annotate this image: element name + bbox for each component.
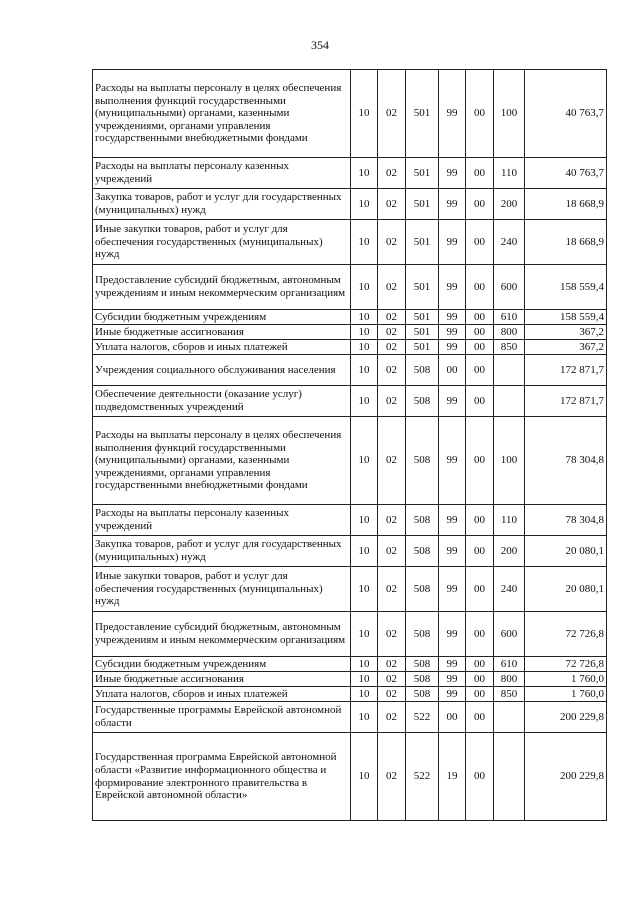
- target-article-code-2: 99: [439, 265, 466, 310]
- target-article-code-3: 00: [466, 536, 494, 567]
- page-number: 354: [311, 38, 329, 52]
- target-article-code-2: 99: [439, 70, 466, 158]
- target-article-code-1: 508: [406, 672, 439, 687]
- target-article-code-3: 00: [466, 158, 494, 189]
- section-code: 10: [351, 657, 378, 672]
- table-row: [93, 158, 607, 189]
- target-article-code-1: 522: [406, 702, 439, 733]
- subsection-code: 02: [378, 340, 406, 355]
- expense-type-code: 800: [494, 672, 525, 687]
- budget-item-name: Субсидии бюджетным учреждениям: [93, 657, 351, 672]
- subsection-code: 02: [378, 220, 406, 265]
- target-article-code-2: 99: [439, 687, 466, 702]
- target-article-code-2: 99: [439, 340, 466, 355]
- subsection-code: 02: [378, 672, 406, 687]
- target-article-code-3: 00: [466, 612, 494, 657]
- table-row: [93, 417, 607, 505]
- section-code: 10: [351, 505, 378, 536]
- section-code: 10: [351, 567, 378, 612]
- subsection-code: 02: [378, 505, 406, 536]
- target-article-code-1: 501: [406, 158, 439, 189]
- budget-item-name: Субсидии бюджетным учреждениям: [93, 310, 351, 325]
- target-article-code-3: 00: [466, 386, 494, 417]
- subsection-code: 02: [378, 567, 406, 612]
- target-article-code-1: 508: [406, 505, 439, 536]
- target-article-code-2: 99: [439, 567, 466, 612]
- subsection-code: 02: [378, 612, 406, 657]
- expense-type-code: [494, 733, 525, 821]
- target-article-code-3: 00: [466, 505, 494, 536]
- target-article-code-2: 99: [439, 386, 466, 417]
- table-row: [93, 536, 607, 567]
- target-article-code-1: 508: [406, 536, 439, 567]
- table-row: [93, 325, 607, 340]
- table-row: [93, 310, 607, 325]
- table-row: [93, 672, 607, 687]
- subsection-code: 02: [378, 417, 406, 505]
- section-code: 10: [351, 310, 378, 325]
- table-row: [93, 265, 607, 310]
- target-article-code-1: 501: [406, 189, 439, 220]
- subsection-code: 02: [378, 158, 406, 189]
- target-article-code-1: 508: [406, 355, 439, 386]
- subsection-code: 02: [378, 733, 406, 821]
- table-row: [93, 687, 607, 702]
- target-article-code-1: 508: [406, 687, 439, 702]
- amount: 78 304,8: [525, 505, 607, 536]
- target-article-code-3: 00: [466, 702, 494, 733]
- target-article-code-2: 99: [439, 220, 466, 265]
- amount: 367,2: [525, 340, 607, 355]
- table-row: [93, 70, 607, 158]
- target-article-code-1: 508: [406, 417, 439, 505]
- section-code: 10: [351, 687, 378, 702]
- amount: 1 760,0: [525, 672, 607, 687]
- budget-item-name: Иные бюджетные ассигнования: [93, 672, 351, 687]
- section-code: 10: [351, 189, 378, 220]
- target-article-code-2: 99: [439, 612, 466, 657]
- expense-type-code: 100: [494, 417, 525, 505]
- target-article-code-1: 522: [406, 733, 439, 821]
- section-code: 10: [351, 733, 378, 821]
- expense-type-code: 100: [494, 70, 525, 158]
- expense-type-code: 850: [494, 687, 525, 702]
- target-article-code-3: 00: [466, 310, 494, 325]
- subsection-code: 02: [378, 355, 406, 386]
- subsection-code: 02: [378, 189, 406, 220]
- target-article-code-1: 501: [406, 340, 439, 355]
- amount: 1 760,0: [525, 687, 607, 702]
- target-article-code-1: 508: [406, 612, 439, 657]
- expense-type-code: [494, 386, 525, 417]
- target-article-code-1: 501: [406, 325, 439, 340]
- budget-item-name: Расходы на выплаты персоналу в целях обеспечения выполнения функций государственными (муниципальными) органами, казенными учреждениями, органами управления государственными внебюджетными фондами: [93, 70, 351, 158]
- target-article-code-3: 00: [466, 417, 494, 505]
- target-article-code-2: 99: [439, 672, 466, 687]
- budget-item-name: Предоставление субсидий бюджетным, автономным учреждениям и иным некоммерческим организациям: [93, 265, 351, 310]
- amount: 158 559,4: [525, 265, 607, 310]
- amount: 158 559,4: [525, 310, 607, 325]
- expense-type-code: 110: [494, 505, 525, 536]
- expense-type-code: 610: [494, 657, 525, 672]
- subsection-code: 02: [378, 265, 406, 310]
- target-article-code-2: 19: [439, 733, 466, 821]
- section-code: 10: [351, 355, 378, 386]
- section-code: 10: [351, 340, 378, 355]
- table-row: [93, 702, 607, 733]
- subsection-code: 02: [378, 702, 406, 733]
- expense-type-code: 240: [494, 220, 525, 265]
- budget-item-name: Государственная программа Еврейской автономной области «Развитие информационного общества и формирование электронного правительства в Еврейской автономной области»: [93, 733, 351, 821]
- section-code: 10: [351, 672, 378, 687]
- budget-item-name: Расходы на выплаты персоналу казенных учреждений: [93, 505, 351, 536]
- expense-type-code: 600: [494, 265, 525, 310]
- amount: 367,2: [525, 325, 607, 340]
- target-article-code-2: 00: [439, 355, 466, 386]
- budget-item-name: Государственные программы Еврейской автономной области: [93, 702, 351, 733]
- section-code: 10: [351, 386, 378, 417]
- expense-type-code: 110: [494, 158, 525, 189]
- target-article-code-3: 00: [466, 567, 494, 612]
- subsection-code: 02: [378, 536, 406, 567]
- budget-table-body: [93, 70, 607, 821]
- amount: 72 726,8: [525, 612, 607, 657]
- amount: 40 763,7: [525, 158, 607, 189]
- target-article-code-1: 501: [406, 220, 439, 265]
- subsection-code: 02: [378, 386, 406, 417]
- target-article-code-1: 508: [406, 567, 439, 612]
- target-article-code-2: 99: [439, 325, 466, 340]
- budget-table: [92, 69, 607, 821]
- expense-type-code: 800: [494, 325, 525, 340]
- table-row: [93, 567, 607, 612]
- amount: 200 229,8: [525, 702, 607, 733]
- budget-item-name: Уплата налогов, сборов и иных платежей: [93, 340, 351, 355]
- section-code: 10: [351, 265, 378, 310]
- subsection-code: 02: [378, 70, 406, 158]
- subsection-code: 02: [378, 657, 406, 672]
- target-article-code-2: 99: [439, 536, 466, 567]
- amount: 172 871,7: [525, 355, 607, 386]
- table-row: [93, 733, 607, 821]
- table-row: [93, 355, 607, 386]
- target-article-code-3: 00: [466, 189, 494, 220]
- target-article-code-3: 00: [466, 657, 494, 672]
- budget-item-name: Закупка товаров, работ и услуг для государственных (муниципальных) нужд: [93, 536, 351, 567]
- expense-type-code: [494, 355, 525, 386]
- amount: 172 871,7: [525, 386, 607, 417]
- table-row: [93, 189, 607, 220]
- amount: 18 668,9: [525, 220, 607, 265]
- amount: 200 229,8: [525, 733, 607, 821]
- budget-item-name: Иные закупки товаров, работ и услуг для обеспечения государственных (муниципальных) нужд: [93, 567, 351, 612]
- budget-item-name: Иные закупки товаров, работ и услуг для обеспечения государственных (муниципальных) нужд: [93, 220, 351, 265]
- subsection-code: 02: [378, 687, 406, 702]
- target-article-code-2: 99: [439, 158, 466, 189]
- table-row: [93, 657, 607, 672]
- target-article-code-3: 00: [466, 325, 494, 340]
- section-code: 10: [351, 417, 378, 505]
- expense-type-code: [494, 702, 525, 733]
- section-code: 10: [351, 70, 378, 158]
- target-article-code-2: 99: [439, 310, 466, 325]
- amount: 20 080,1: [525, 536, 607, 567]
- table-row: [93, 220, 607, 265]
- table-row: [93, 505, 607, 536]
- section-code: 10: [351, 158, 378, 189]
- target-article-code-2: 00: [439, 702, 466, 733]
- expense-type-code: 600: [494, 612, 525, 657]
- target-article-code-2: 99: [439, 505, 466, 536]
- section-code: 10: [351, 612, 378, 657]
- budget-item-name: Закупка товаров, работ и услуг для государственных (муниципальных) нужд: [93, 189, 351, 220]
- target-article-code-2: 99: [439, 417, 466, 505]
- expense-type-code: 200: [494, 536, 525, 567]
- target-article-code-2: 99: [439, 657, 466, 672]
- target-article-code-1: 501: [406, 310, 439, 325]
- section-code: 10: [351, 536, 378, 567]
- target-article-code-3: 00: [466, 265, 494, 310]
- target-article-code-3: 00: [466, 687, 494, 702]
- budget-item-name: Предоставление субсидий бюджетным, автономным учреждениям и иным некоммерческим организациям: [93, 612, 351, 657]
- target-article-code-1: 508: [406, 386, 439, 417]
- section-code: 10: [351, 220, 378, 265]
- target-article-code-3: 00: [466, 672, 494, 687]
- subsection-code: 02: [378, 310, 406, 325]
- target-article-code-3: 00: [466, 355, 494, 386]
- amount: 78 304,8: [525, 417, 607, 505]
- table-row: [93, 612, 607, 657]
- subsection-code: 02: [378, 325, 406, 340]
- amount: 20 080,1: [525, 567, 607, 612]
- amount: 18 668,9: [525, 189, 607, 220]
- budget-item-name: Обеспечение деятельности (оказание услуг) подведомственных учреждений: [93, 386, 351, 417]
- expense-type-code: 850: [494, 340, 525, 355]
- target-article-code-1: 501: [406, 265, 439, 310]
- expense-type-code: 240: [494, 567, 525, 612]
- expense-type-code: 200: [494, 189, 525, 220]
- budget-item-name: Иные бюджетные ассигнования: [93, 325, 351, 340]
- amount: 72 726,8: [525, 657, 607, 672]
- expense-type-code: 610: [494, 310, 525, 325]
- amount: 40 763,7: [525, 70, 607, 158]
- budget-item-name: Расходы на выплаты персоналу в целях обеспечения выполнения функций государственными (муниципальными) органами, казенными учреждениями, органами управления государственными внебюджетными фондами: [93, 417, 351, 505]
- table-row: [93, 340, 607, 355]
- target-article-code-3: 00: [466, 220, 494, 265]
- target-article-code-3: 00: [466, 70, 494, 158]
- budget-item-name: Учреждения социального обслуживания населения: [93, 355, 351, 386]
- budget-item-name: Расходы на выплаты персоналу казенных учреждений: [93, 158, 351, 189]
- budget-item-name: Уплата налогов, сборов и иных платежей: [93, 687, 351, 702]
- table-row: [93, 386, 607, 417]
- section-code: 10: [351, 325, 378, 340]
- target-article-code-3: 00: [466, 733, 494, 821]
- target-article-code-1: 508: [406, 657, 439, 672]
- target-article-code-3: 00: [466, 340, 494, 355]
- target-article-code-2: 99: [439, 189, 466, 220]
- section-code: 10: [351, 702, 378, 733]
- target-article-code-1: 501: [406, 70, 439, 158]
